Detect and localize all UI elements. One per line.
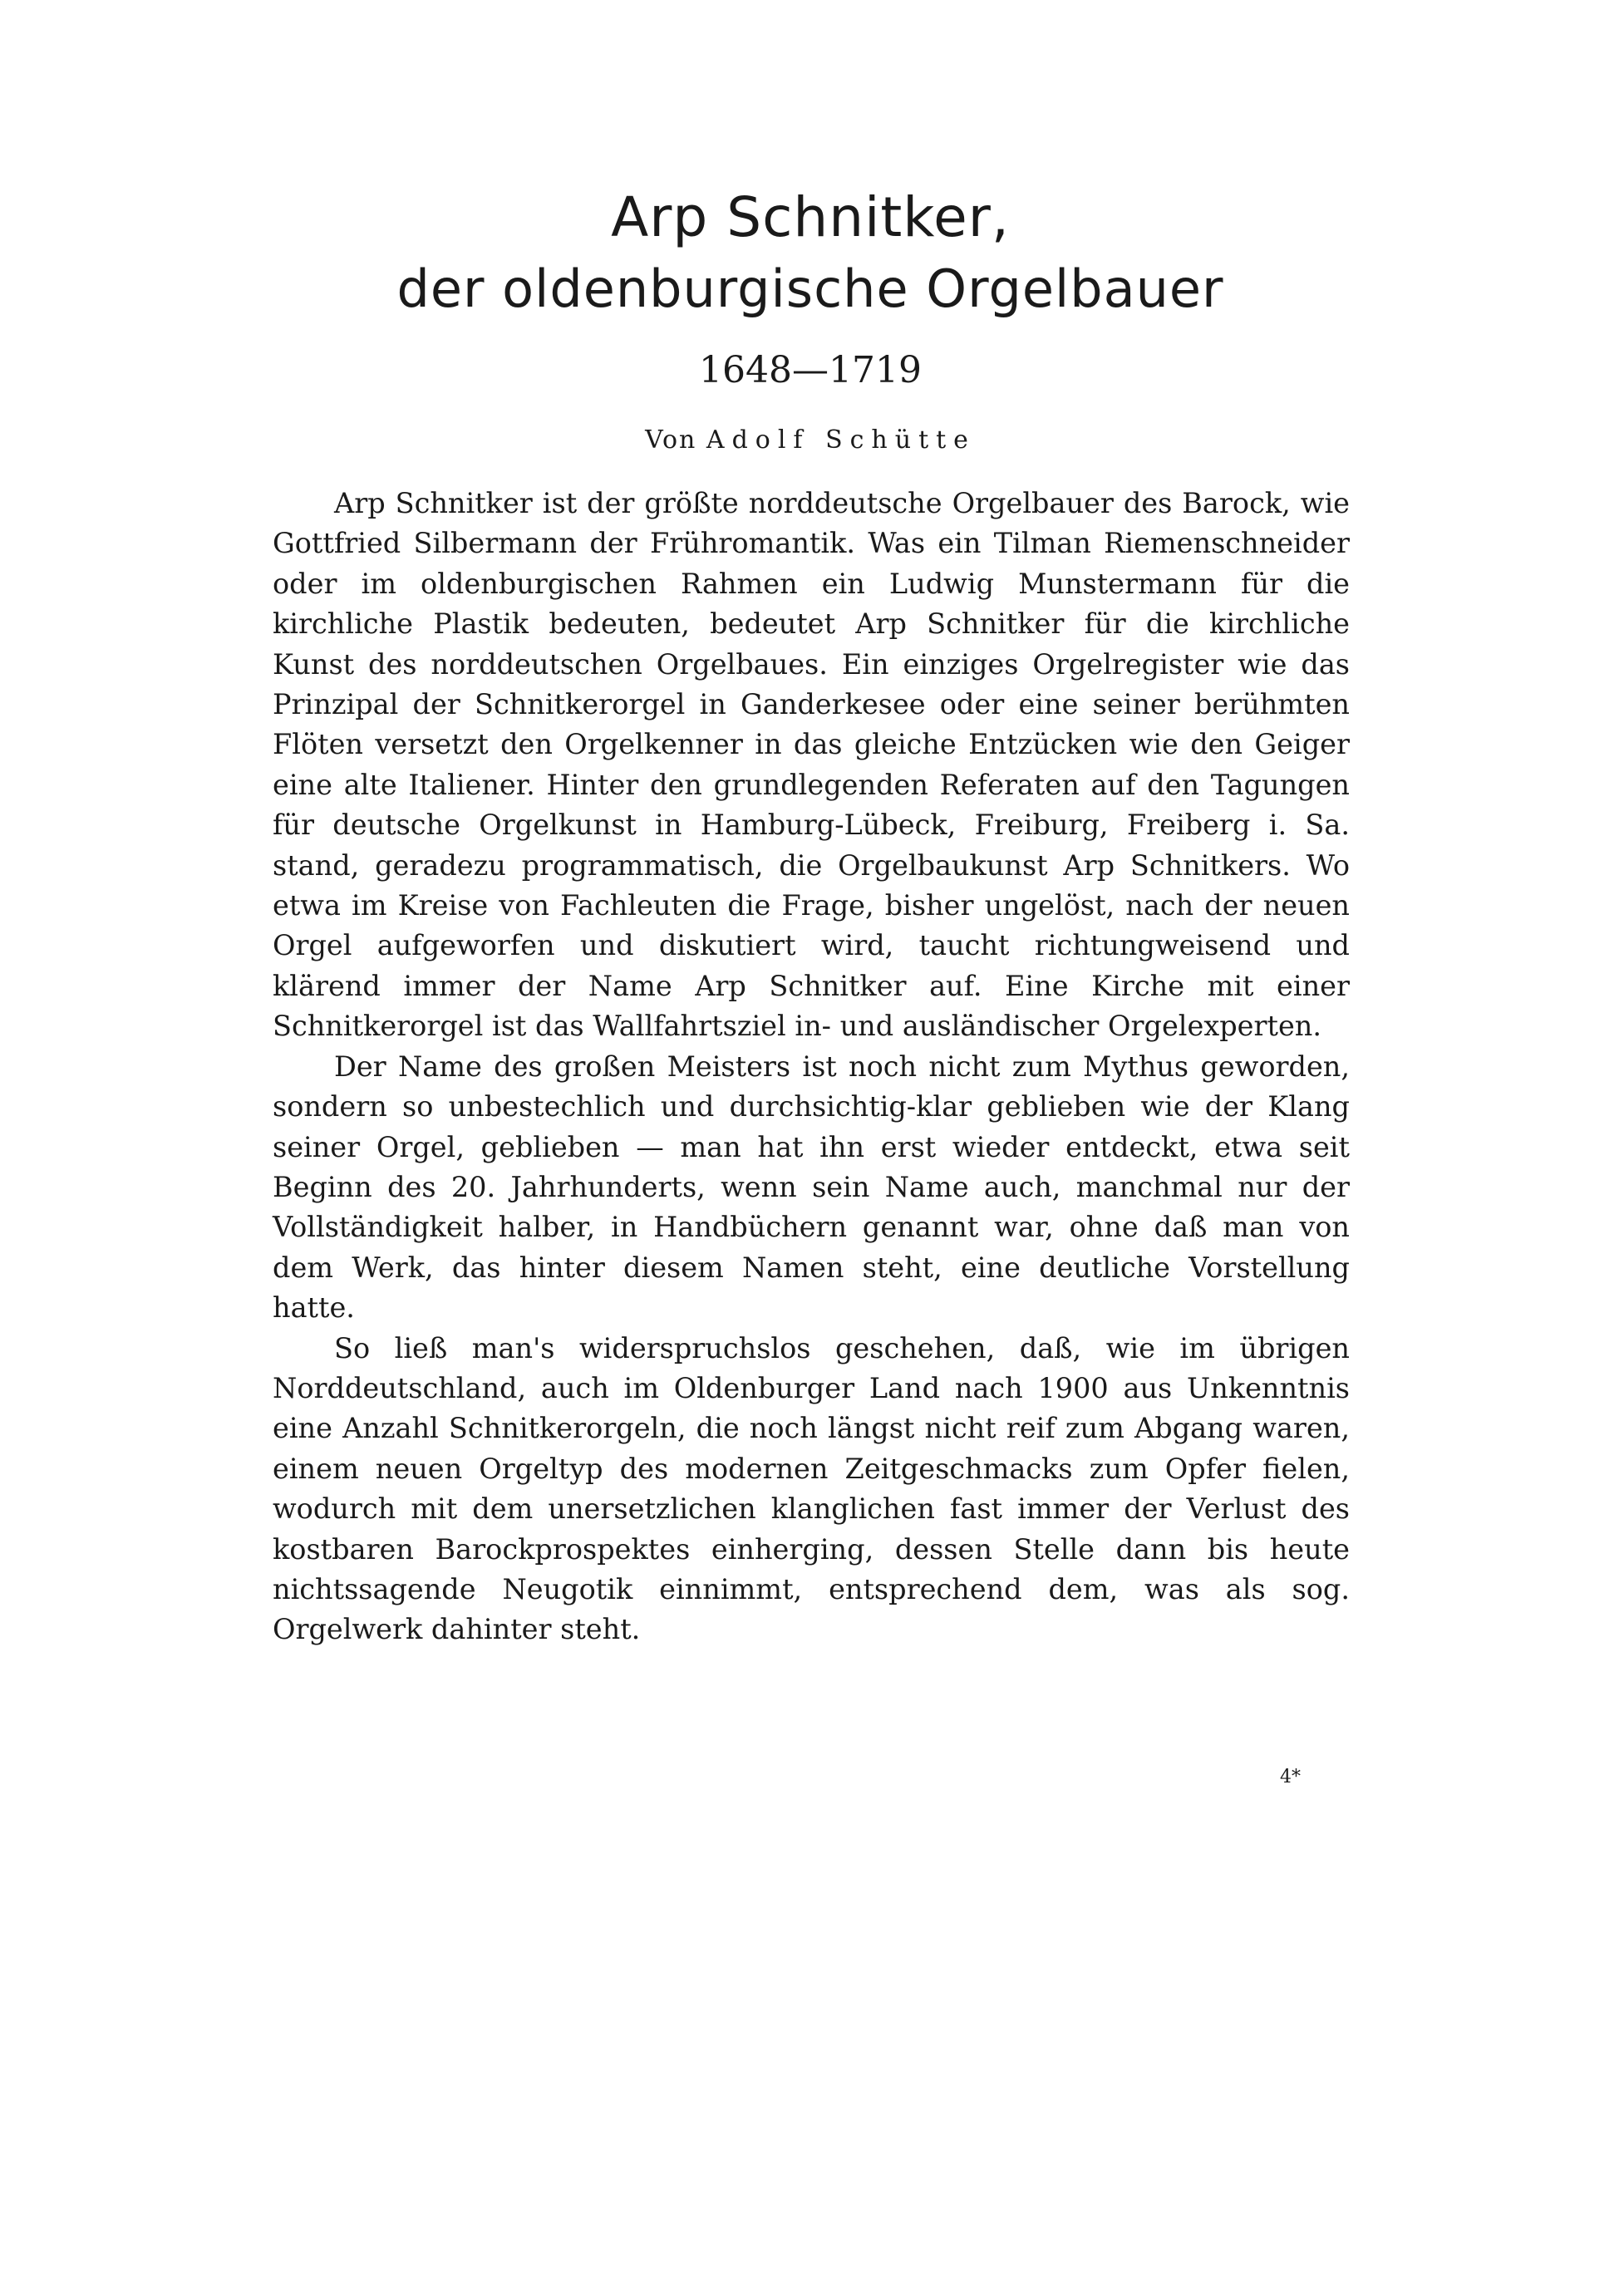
article-subtitle: der oldenburgische Orgelbauer xyxy=(396,258,1224,319)
author-byline xyxy=(274,425,1346,455)
article-title: Arp Schnitker, xyxy=(611,185,1010,249)
life-years: 1648—1719 xyxy=(699,349,922,391)
paragraph-2: Der Name des großen Meisters ist noch nicht zum Mythus geworden, sondern so unbestechlich und durchsichtig-klar geblieben wie der Klang seiner Orgel, geblieben — man hat ihn erst wieder entdeckt, etwa seit Beginn des 20. Jahrhunderts, wenn sein Name auch, manchmal nur der Vollständigkeit halber, in Handbüchern genannt war, ohne daß man von dem Werk, das hinter diesem Namen steht, eine deutliche Vorstellung hatte. xyxy=(273,1050,1350,1325)
paragraph-1: Arp Schnitker ist der größte norddeutsche Orgelbauer des Barock, wie Gottfried Silbermann der Frühromantik. Was ein Tilman Riemenschneider oder im oldenburgischen Rahmen ein Ludwig Munstermann für die kirchliche Plastik bedeuten, bedeutet Arp Schnitker für die kirchliche Kunst des norddeutschen Orgelbaues. Ein einziges Orgelregister wie das Prinzipal der Schnitkerorgel in Ganderkesee oder eine seiner berühmten Flöten versetzt den Orgelkenner in das gleiche Entzücken wie den Geiger eine alte Italiener. Hinter den grundlegenden Referaten auf den Tagungen für deutsche Orgelkunst in Hamburg-Lübeck, Freiburg, Freiberg i. Sa. stand, geradezu programmatisch, die Orgelbaukunst Arp Schnitkers. Wo etwa im Kreise von Fachleuten die Frage, bisher ungelöst, nach der neuen Orgel aufgeworfen und diskutiert wird, taucht richtungweisend und klärend immer der Name Arp Schnitker auf. Eine Kirche mit einer Schnitkerorgel ist das Wallfahrtsziel in- und ausländischer Orgelexperten. xyxy=(273,487,1350,1043)
page-number: 4* xyxy=(1280,1767,1301,1787)
paragraph-3: So ließ man's widerspruchslos geschehen, daß, wie im übrigen Norddeutschland, auch im Oldenburger Land nach 1900 aus Unkenntnis eine Anzahl Schnitkerorgeln, die noch längst nicht reif zum Abgang waren, einem neuen Orgeltyp des modernen Zeitgeschmacks zum Opfer fielen, wodurch mit dem unersetzlichen klanglichen fast immer der Verlust des kostbaren Barockprospektes einherging, dessen Stelle dann bis heute nichtssagende Neugotik einnimmt, entsprechend dem, was als sog. Orgelwerk dahinter steht. xyxy=(273,1331,1350,1646)
article-body xyxy=(273,484,1350,1650)
author-name: Adolf Schütte xyxy=(706,425,976,455)
author-prefix: Von xyxy=(645,425,697,455)
title-block xyxy=(274,183,1346,455)
